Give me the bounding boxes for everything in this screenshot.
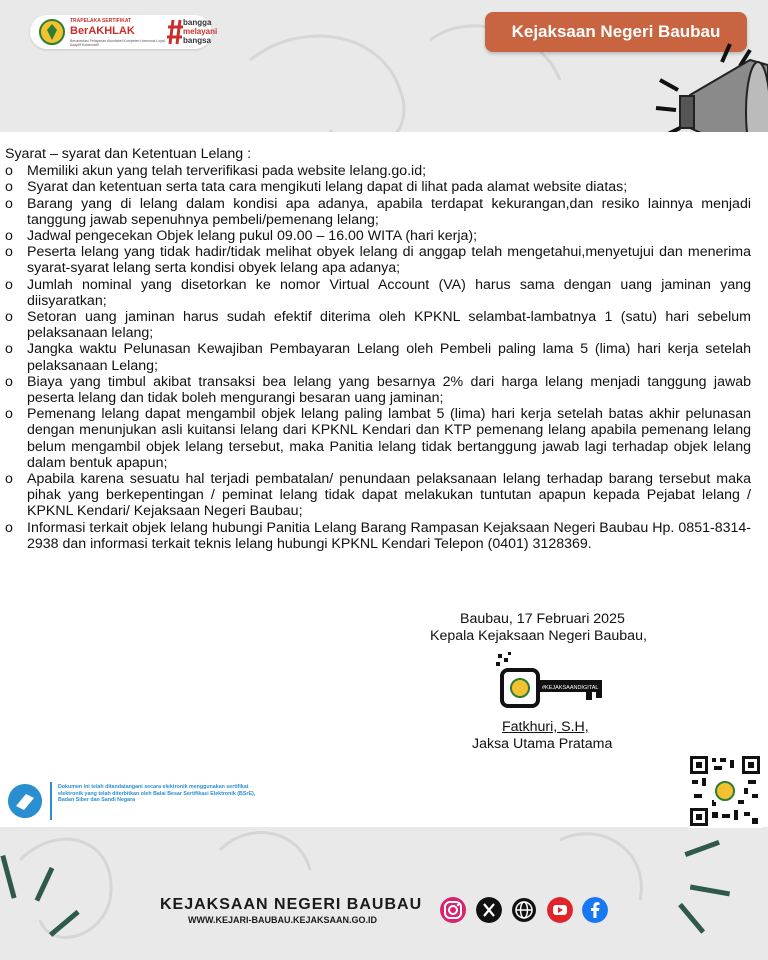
slogan-line: bangga [183,18,212,27]
list-item [5,228,751,244]
divider [50,782,52,820]
signer-position: Kepala Kejaksaan Negeri Baubau, [430,628,647,644]
auction-terms [5,146,751,552]
bullet-icon: o [5,406,13,423]
footer [0,827,768,960]
facebook-icon[interactable] [582,897,608,923]
digital-signature-key-icon [494,652,604,712]
term-text: Jadwal pengecekan Objek lelang pukul 09.00 – 16.00 WITA (hari kerja); [27,228,478,245]
bullet-icon: o [5,163,13,180]
document-page [0,132,768,827]
logo-brand: BerAKHLAK [70,25,135,37]
x-icon[interactable] [476,897,502,923]
slogan-line: melayani [183,27,218,36]
page-title-badge: Kejaksaan Negeri Baubau [485,12,747,52]
bullet-icon: o [5,244,13,261]
terms-list [5,163,751,552]
term-text: Syarat dan ketentuan serta tata cara mengikuti lelang dapat di lihat pada alamat website diatas; [27,179,628,196]
list-item [5,277,751,309]
list-item [5,163,751,179]
footer-website-link[interactable]: WWW.KEJARI-BAUBAU.KEJAKSAAN.GO.ID [188,915,377,925]
list-item [5,520,751,552]
esign-text: Dokumen ini telah ditandatangani secara elektronik menggunakan sertifikat elektronik yang telah diterbitkan oleh Balai Besar Sertifikasi Elektronik (BSrE), Badan Siber dan Sandi Negara [58,784,256,804]
term-text: Peserta lelang yang tidak hadir/tidak melihat obyek lelang di anggap telah mengetahui,menyetujui dan menerima syarat-syarat lelang serta kondisi obyek lelang apa adanya; [27,244,751,277]
signature-stamp-text: #KEJAKSAANDIGITAL [542,685,599,691]
signer-name: Fatkhuri, S.H, [502,719,589,735]
list-item [5,406,751,471]
slogan-line: bangsa [183,36,212,45]
youtube-icon[interactable] [547,897,573,923]
hashtag-icon [167,17,183,47]
term-text: Memiliki akun yang telah terverifikasi pada website lelang.go.id; [27,163,427,180]
bullet-icon: o [5,309,13,326]
footer-org-name: KEJAKSAAN NEGERI BAUBAU [160,896,423,913]
list-item [5,179,751,195]
qr-code-icon[interactable] [688,754,762,828]
term-text: Jumlah nominal yang disetorkan ke nomor Virtual Account (VA) harus sama dengan uang jaminan yang diisyaratkan; [27,276,751,309]
bullet-icon: o [5,471,13,488]
signer-rank: Jaksa Utama Pratama [472,736,613,752]
logo-small-text: TRAPELAKA SERTIFIKAT [70,18,132,24]
list-item [5,341,751,373]
term-text: Jangka waktu Pelunasan Kewajiban Pembayaran Lelang oleh Pembeli paling lama 5 (lima) hari kerja setelah pelaksanaan Lelang; [27,341,751,374]
bullet-icon: o [5,341,13,358]
instagram-icon[interactable] [440,897,466,923]
term-text: Barang yang di lelang dalam kondisi apa adanya, apabila terdapat kekurangan,dan resiko lainnya menjadi tanggung jawab sepenuhnya pembeli/pemenang lelang; [27,195,751,228]
bullet-icon: o [5,276,13,293]
place-date: Baubau, 17 Februari 2025 [460,611,625,627]
terms-heading: Syarat – syarat dan Ketentuan Lelang : [5,146,252,162]
logo-tagline: Berorientasi Pelayanan Akuntabel Kompeten Harmonis Loyal Adaptif Kolaboratif [70,39,165,47]
berakhlak-logo [30,15,218,49]
list-item [5,196,751,228]
berakhlak-wordmark [70,18,165,46]
globe-icon[interactable] [511,897,537,923]
slogan [183,18,231,45]
term-text: Apabila karena sesuatu hal terjadi pembatalan/ penundaan pelaksanaan lelang terhadap barang tersebut maka pihak yang berkepentingan / peminat lelang tidak dapat melakukan tuntutan apapun kepada Pejabat lelang / KPKNL Kendari/ Kejaksaan Negeri Baubau; [27,471,751,520]
term-text: Informasi terkait objek lelang hubungi Panitia Lelang Barang Rampasan Kejaksaan Negeri Baubau Hp. 0851-8314-2938 dan informasi terkait teknis lelang hubungi KPKNL Kendari Telepon (0401) 3128369. [27,519,751,552]
bsre-logo-icon [8,784,42,818]
bullet-icon: o [5,373,13,390]
bullet-icon: o [5,195,13,212]
kejaksaan-emblem-icon [38,18,66,46]
list-item [5,309,751,341]
list-item [5,374,751,406]
esign-notice [8,780,268,820]
bullet-icon: o [5,519,13,536]
term-text: Biaya yang timbul akibat transaksi bea lelang yang besarnya 2% dari harga lelang menjadi tanggung jawab peserta lelang dan tidak boleh mengurangi besaran uang jaminan; [27,373,751,407]
list-item [5,244,751,276]
list-item [5,471,751,520]
term-text: Pemenang lelang dapat mengambil objek lelang paling lambat 5 (lima) hari kerja setelah batas akhir pelunasan dengan menunjukan asli kuitansi lelang dari KPKNL Kendari dan KTP pemenang lelang apabila pemenang lelang belum mengambil objek lelang tersebut, maka Panitia lelang tidak bertanggung jawab lagi terhadap objek lelang dalam bentuk apapun; [27,406,751,471]
bullet-icon: o [5,228,13,245]
term-text: Setoran uang jaminan harus sudah efektif diterima oleh KPKNL selambat-lambatnya 1 (satu) hari sebelum pelaksanaan lelang; [27,309,751,342]
bullet-icon: o [5,179,13,196]
